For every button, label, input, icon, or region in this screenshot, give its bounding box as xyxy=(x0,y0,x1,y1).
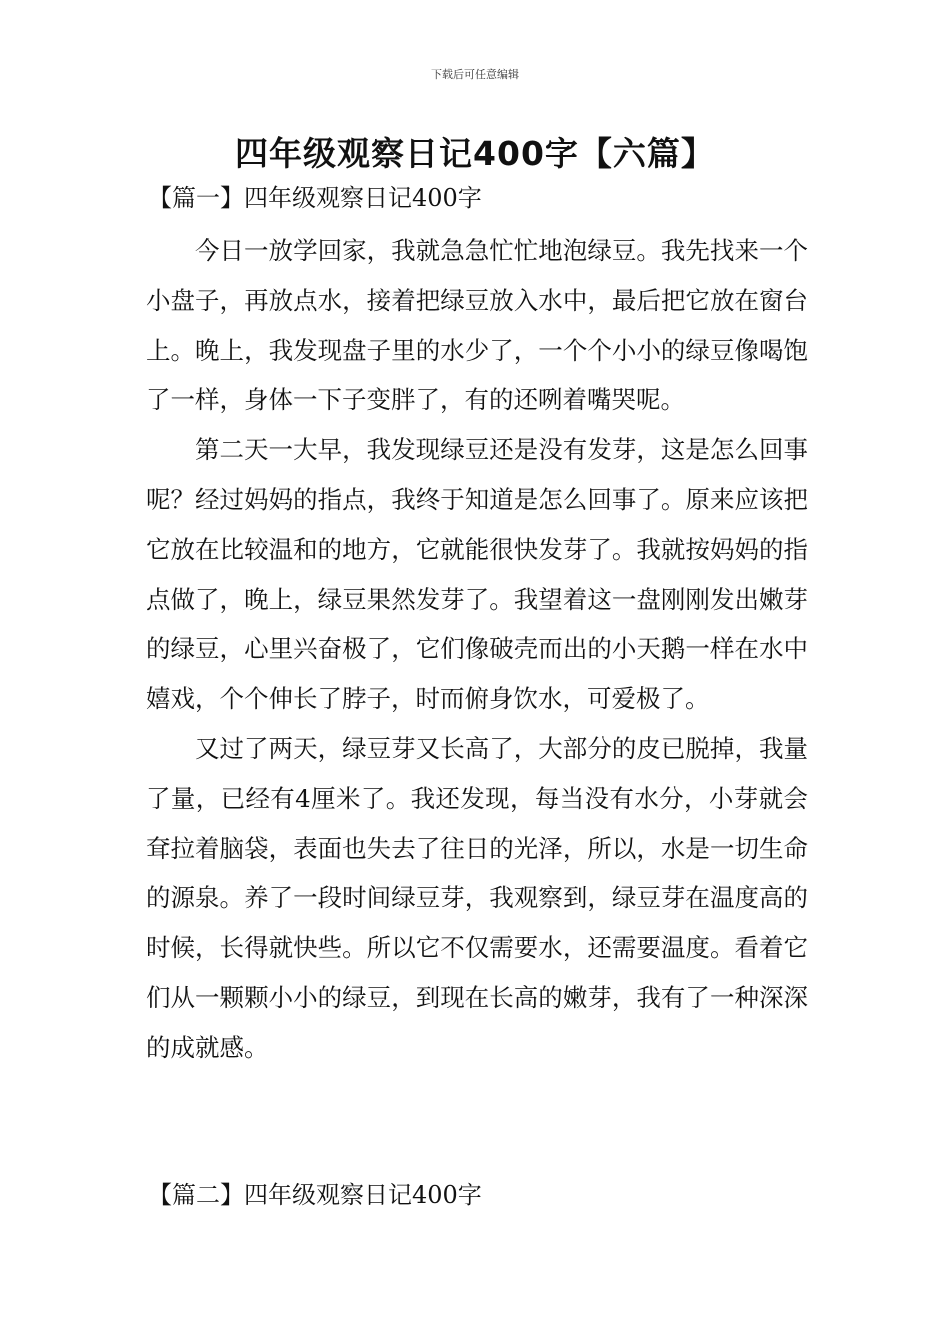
paragraph-2: 第二天一大早，我发现绿豆还是没有发芽，这是怎么回事呢？经过妈妈的指点，我终于知道是怎么回事了。原来应该把它放在比较温和的地方，它就能很快发芽了。我就按妈妈的指点做了，晚上，绿豆果然发芽了。我望着这一盘刚刚发出嫩芽的绿豆，心里兴奋极了，它们像破壳而出的小天鹅一样在水中嬉戏，个个伸长了脖子，时而俯身饮水，可爱极了。 xyxy=(146,435,808,714)
section-heading-2: 【篇二】四年级观察日记400字 xyxy=(148,1181,482,1209)
paragraph-1: 今日一放学回家，我就急急忙忙地泡绿豆。我先找来一个小盘子，再放点水，接着把绿豆放入水中，最后把它放在窗台上。晚上，我发现盘子里的水少了，一个个小小的绿豆像喝饱了一样，身体一下子变胖了，有的还咧着嘴哭呢。 xyxy=(146,236,808,415)
header-note: 下载后可任意编辑 xyxy=(431,68,519,81)
document-title: 四年级观察日记400字【六篇】 xyxy=(235,134,715,173)
paragraph-3: 又过了两天，绿豆芽又长高了，大部分的皮已脱掉，我量了量，已经有4厘米了。我还发现，每当没有水分，小芽就会耷拉着脑袋，表面也失去了往日的光泽，所以，水是一切生命的源泉。养了一段时间绿豆芽，我观察到，绿豆芽在温度高的时候，长得就快些。所以它不仅需要水，还需要温度。看着它们从一颗颗小小的绿豆，到现在长高的嫩芽，我有了一种深深的成就感。 xyxy=(146,733,808,1062)
section-1-body xyxy=(146,226,808,1073)
section-heading-1: 【篇一】四年级观察日记400字 xyxy=(148,184,482,212)
